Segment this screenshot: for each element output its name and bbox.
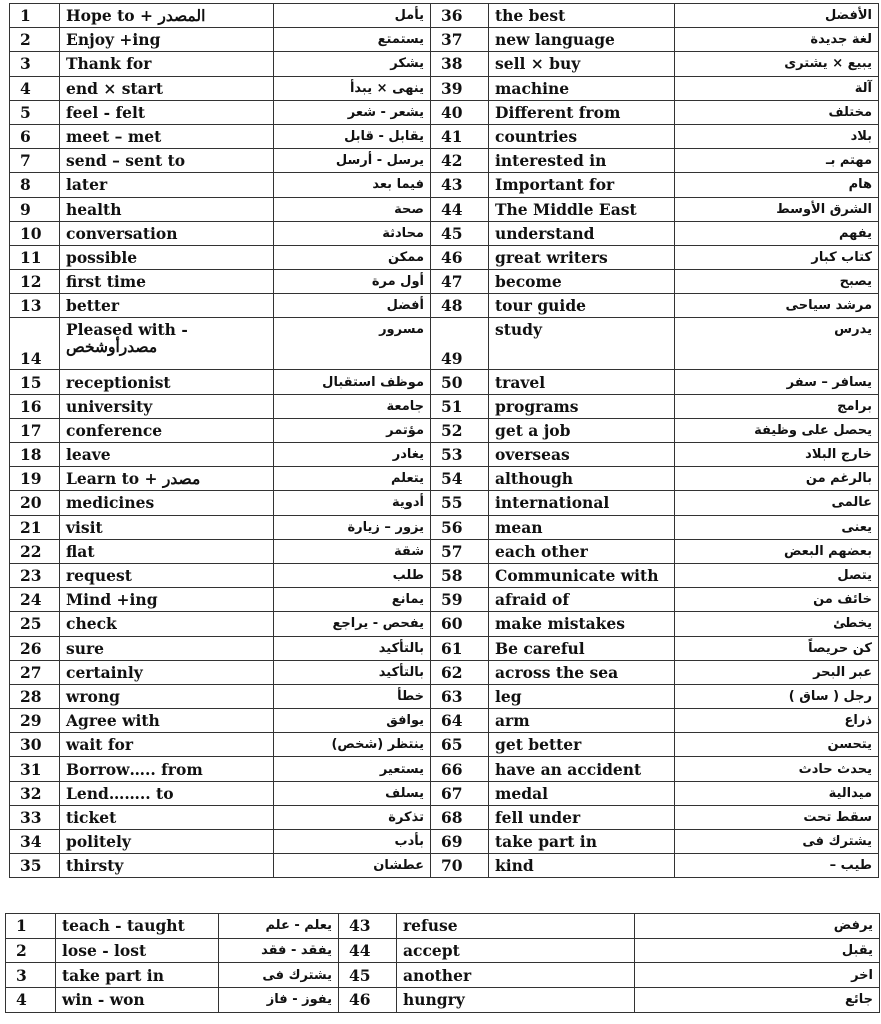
english-word: travel: [489, 370, 675, 394]
english-word: programs: [489, 394, 675, 418]
english-word: visit: [60, 515, 274, 539]
english-word: Hope to + المصدر: [60, 4, 274, 28]
arabic-meaning: يغادر: [274, 443, 431, 467]
arabic-meaning: بالتأكيد: [274, 636, 431, 660]
english-word: have an accident: [489, 757, 675, 781]
row-number: 60: [431, 612, 489, 636]
arabic-meaning: يفوز - فاز: [219, 988, 339, 1013]
english-word: fell under: [489, 805, 675, 829]
row-number: 8: [10, 173, 60, 197]
row-number: 42: [431, 149, 489, 173]
row-number: 4: [10, 76, 60, 100]
arabic-meaning: جامعة: [274, 394, 431, 418]
table-row: [10, 588, 879, 612]
arabic-meaning: يعلم - علم: [219, 914, 339, 939]
row-number: 41: [431, 124, 489, 148]
arabic-meaning: يتحسن: [675, 733, 879, 757]
arabic-meaning: بعضهم البعض: [675, 539, 879, 563]
row-number: 2: [6, 938, 56, 963]
row-number: 19: [10, 467, 60, 491]
english-word: overseas: [489, 443, 675, 467]
row-number: 27: [10, 660, 60, 684]
arabic-meaning: يوافق: [274, 709, 431, 733]
table-row: [10, 173, 879, 197]
arabic-meaning: يستمتع: [274, 28, 431, 52]
arabic-meaning: رجل ( ساق ): [675, 684, 879, 708]
table-row: [6, 914, 880, 939]
table-row: [10, 781, 879, 805]
row-number: 13: [10, 294, 60, 318]
english-word: university: [60, 394, 274, 418]
arabic-meaning: صحة: [274, 197, 431, 221]
english-word: Borrow….. from: [60, 757, 274, 781]
english-word: become: [489, 270, 675, 294]
english-word: Lend…….. to: [60, 781, 274, 805]
arabic-meaning: ممكن: [274, 245, 431, 269]
english-word: feel - felt: [60, 100, 274, 124]
english-word: machine: [489, 76, 675, 100]
english-word: Communicate with: [489, 563, 675, 587]
extra-vocabulary-table: [5, 913, 880, 1013]
row-number: 14: [10, 318, 60, 370]
row-number: 70: [431, 854, 489, 878]
arabic-meaning: بالتأكيد: [274, 660, 431, 684]
arabic-meaning: جائع: [635, 988, 880, 1013]
english-word: end × start: [60, 76, 274, 100]
arabic-meaning: يخطئ: [675, 612, 879, 636]
arabic-meaning: ذراع: [675, 709, 879, 733]
row-number: 57: [431, 539, 489, 563]
english-word: certainly: [60, 660, 274, 684]
arabic-meaning: يقبل: [635, 938, 880, 963]
row-number: 67: [431, 781, 489, 805]
row-number: 20: [10, 491, 60, 515]
arabic-meaning: آلة: [675, 76, 879, 100]
arabic-meaning: خارج البلاد: [675, 443, 879, 467]
row-number: 65: [431, 733, 489, 757]
english-word: understand: [489, 221, 675, 245]
arabic-meaning: مختلف: [675, 100, 879, 124]
row-number: 2: [10, 28, 60, 52]
english-word: get better: [489, 733, 675, 757]
table-row: [10, 443, 879, 467]
row-number: 34: [10, 830, 60, 854]
english-word: tour guide: [489, 294, 675, 318]
arabic-meaning: موظف استقبال: [274, 370, 431, 394]
english-word: the best: [489, 4, 675, 28]
table-row: [6, 938, 880, 963]
row-number: 35: [10, 854, 60, 878]
row-number: 25: [10, 612, 60, 636]
english-word: request: [60, 563, 274, 587]
table-row: [10, 100, 879, 124]
arabic-meaning: كتاب كبار: [675, 245, 879, 269]
table-row: [10, 76, 879, 100]
arabic-meaning: أفضل: [274, 294, 431, 318]
row-number: 18: [10, 443, 60, 467]
english-word: win - won: [56, 988, 219, 1013]
english-word: sell × buy: [489, 52, 675, 76]
row-number: 66: [431, 757, 489, 781]
arabic-meaning: سقط تحت: [675, 805, 879, 829]
english-word: leg: [489, 684, 675, 708]
arabic-meaning: يتعلم: [274, 467, 431, 491]
arabic-meaning: يقابل - قابل: [274, 124, 431, 148]
row-number: 1: [6, 914, 56, 939]
english-word: each other: [489, 539, 675, 563]
english-word: Important for: [489, 173, 675, 197]
arabic-meaning: طيب –: [675, 854, 879, 878]
table-row: [10, 197, 879, 221]
table-row: [10, 660, 879, 684]
english-word: countries: [489, 124, 675, 148]
row-number: 59: [431, 588, 489, 612]
row-number: 15: [10, 370, 60, 394]
row-number: 29: [10, 709, 60, 733]
row-number: 4: [6, 988, 56, 1013]
english-word: Learn to + مصدر: [60, 467, 274, 491]
arabic-meaning: يأمل: [274, 4, 431, 28]
english-word: health: [60, 197, 274, 221]
arabic-meaning: يفقد - فقد: [219, 938, 339, 963]
row-number: 46: [339, 988, 397, 1013]
arabic-meaning: أول مرة: [274, 270, 431, 294]
arabic-meaning: محادثة: [274, 221, 431, 245]
english-word: although: [489, 467, 675, 491]
table-row: [10, 684, 879, 708]
row-number: 50: [431, 370, 489, 394]
table-row: [10, 294, 879, 318]
english-word: make mistakes: [489, 612, 675, 636]
english-word: Pleased with - مصدرأوشخص: [60, 318, 274, 370]
row-number: 7: [10, 149, 60, 173]
arabic-meaning: مهتم بـ: [675, 149, 879, 173]
english-word: receptionist: [60, 370, 274, 394]
row-number: 55: [431, 491, 489, 515]
english-word: Agree with: [60, 709, 274, 733]
table-row: [10, 709, 879, 733]
row-number: 28: [10, 684, 60, 708]
table-row: [10, 733, 879, 757]
row-number: 46: [431, 245, 489, 269]
arabic-meaning: يحدث حادث: [675, 757, 879, 781]
table-row: [10, 491, 879, 515]
arabic-meaning: ينهى × يبدأ: [274, 76, 431, 100]
arabic-meaning: يتصل: [675, 563, 879, 587]
row-number: 11: [10, 245, 60, 269]
table-row: [10, 221, 879, 245]
row-number: 17: [10, 418, 60, 442]
arabic-meaning: يعنى: [675, 515, 879, 539]
english-word: wait for: [60, 733, 274, 757]
arabic-meaning: يرفض: [635, 914, 880, 939]
table-row: [10, 370, 879, 394]
arabic-meaning: هام: [675, 173, 879, 197]
arabic-meaning: مسرور: [274, 318, 431, 370]
arabic-meaning: بلاد: [675, 124, 879, 148]
arabic-meaning: يفهم: [675, 221, 879, 245]
english-word: take part in: [489, 830, 675, 854]
english-word: mean: [489, 515, 675, 539]
row-number: 21: [10, 515, 60, 539]
row-number: 5: [10, 100, 60, 124]
english-word: leave: [60, 443, 274, 467]
english-word: hungry: [397, 988, 635, 1013]
arabic-meaning: خائف من: [675, 588, 879, 612]
arabic-meaning: أدوية: [274, 491, 431, 515]
arabic-meaning: شقة: [274, 539, 431, 563]
row-number: 45: [431, 221, 489, 245]
english-word: lose - lost: [56, 938, 219, 963]
row-number: 51: [431, 394, 489, 418]
table-row: [10, 539, 879, 563]
english-word: Different from: [489, 100, 675, 124]
row-number: 3: [10, 52, 60, 76]
row-number: 30: [10, 733, 60, 757]
table-row: [10, 52, 879, 76]
row-number: 40: [431, 100, 489, 124]
arabic-meaning: يشعر - شعر: [274, 100, 431, 124]
arabic-meaning: خطأ: [274, 684, 431, 708]
english-word: across the sea: [489, 660, 675, 684]
row-number: 36: [431, 4, 489, 28]
english-word: arm: [489, 709, 675, 733]
english-word: conversation: [60, 221, 274, 245]
table-row: [6, 988, 880, 1013]
english-word: Thank for: [60, 52, 274, 76]
row-number: 62: [431, 660, 489, 684]
english-word: study: [489, 318, 675, 370]
arabic-meaning: طلب: [274, 563, 431, 587]
row-number: 63: [431, 684, 489, 708]
row-number: 39: [431, 76, 489, 100]
row-number: 1: [10, 4, 60, 28]
english-word: another: [397, 963, 635, 988]
row-number: 16: [10, 394, 60, 418]
row-number: 53: [431, 443, 489, 467]
arabic-meaning: بأدب: [274, 830, 431, 854]
arabic-meaning: يسلف: [274, 781, 431, 805]
table-row: [10, 830, 879, 854]
table-row: [10, 612, 879, 636]
english-word: politely: [60, 830, 274, 854]
vocabulary-table: [9, 3, 879, 878]
row-number: 44: [339, 938, 397, 963]
english-word: sure: [60, 636, 274, 660]
arabic-meaning: يمانع: [274, 588, 431, 612]
row-number: 38: [431, 52, 489, 76]
table-row: [10, 418, 879, 442]
english-word: teach - taught: [56, 914, 219, 939]
row-number: 56: [431, 515, 489, 539]
english-word: later: [60, 173, 274, 197]
arabic-meaning: الشرق الأوسط: [675, 197, 879, 221]
arabic-meaning: بالرغم من: [675, 467, 879, 491]
row-number: 31: [10, 757, 60, 781]
row-number: 47: [431, 270, 489, 294]
table-row: [6, 963, 880, 988]
row-number: 49: [431, 318, 489, 370]
arabic-meaning: يصبح: [675, 270, 879, 294]
table-row: [10, 270, 879, 294]
row-number: 54: [431, 467, 489, 491]
english-word: The Middle East: [489, 197, 675, 221]
row-number: 32: [10, 781, 60, 805]
row-number: 24: [10, 588, 60, 612]
arabic-meaning: يشترك فى: [675, 830, 879, 854]
english-word: new language: [489, 28, 675, 52]
arabic-meaning: عبر البحر: [675, 660, 879, 684]
english-word: kind: [489, 854, 675, 878]
row-number: 23: [10, 563, 60, 587]
table-row: [10, 515, 879, 539]
arabic-meaning: يزور – زيارة: [274, 515, 431, 539]
english-word: send – sent to: [60, 149, 274, 173]
arabic-meaning: يشكر: [274, 52, 431, 76]
arabic-meaning: ينتظر (شخص): [274, 733, 431, 757]
row-number: 3: [6, 963, 56, 988]
english-word: accept: [397, 938, 635, 963]
english-word: interested in: [489, 149, 675, 173]
row-number: 22: [10, 539, 60, 563]
table-row: [10, 245, 879, 269]
row-number: 12: [10, 270, 60, 294]
english-word: great writers: [489, 245, 675, 269]
english-word: international: [489, 491, 675, 515]
table-row: [10, 28, 879, 52]
row-number: 43: [431, 173, 489, 197]
table-row: [10, 854, 879, 878]
arabic-meaning: الأفضل: [675, 4, 879, 28]
english-word: better: [60, 294, 274, 318]
english-word: first time: [60, 270, 274, 294]
row-number: 37: [431, 28, 489, 52]
arabic-meaning: كن حريصاً: [675, 636, 879, 660]
table-row: [10, 757, 879, 781]
arabic-meaning: برامج: [675, 394, 879, 418]
english-word: wrong: [60, 684, 274, 708]
english-word: medicines: [60, 491, 274, 515]
arabic-meaning: يفحص - يراجع: [274, 612, 431, 636]
english-word: meet – met: [60, 124, 274, 148]
row-number: 64: [431, 709, 489, 733]
arabic-meaning: يدرس: [675, 318, 879, 370]
table-row: [10, 318, 879, 370]
row-number: 61: [431, 636, 489, 660]
english-word: get a job: [489, 418, 675, 442]
english-word: conference: [60, 418, 274, 442]
arabic-meaning: عطشان: [274, 854, 431, 878]
arabic-meaning: يستعير: [274, 757, 431, 781]
table-row: [10, 805, 879, 829]
row-number: 58: [431, 563, 489, 587]
english-word: ticket: [60, 805, 274, 829]
english-word: Be careful: [489, 636, 675, 660]
english-word: check: [60, 612, 274, 636]
english-word: possible: [60, 245, 274, 269]
table-row: [10, 563, 879, 587]
arabic-meaning: يسافر – سفر: [675, 370, 879, 394]
row-number: 33: [10, 805, 60, 829]
english-word: medal: [489, 781, 675, 805]
row-number: 68: [431, 805, 489, 829]
arabic-meaning: ميدالية: [675, 781, 879, 805]
table-row: [10, 467, 879, 491]
english-word: Enjoy +ing: [60, 28, 274, 52]
arabic-meaning: فيما بعد: [274, 173, 431, 197]
arabic-meaning: يبيع × يشترى: [675, 52, 879, 76]
row-number: 52: [431, 418, 489, 442]
arabic-meaning: تذكرة: [274, 805, 431, 829]
row-number: 26: [10, 636, 60, 660]
row-number: 44: [431, 197, 489, 221]
row-number: 9: [10, 197, 60, 221]
table-row: [10, 149, 879, 173]
row-number: 10: [10, 221, 60, 245]
english-word: thirsty: [60, 854, 274, 878]
table-row: [10, 636, 879, 660]
arabic-meaning: يحصل على وظيفة: [675, 418, 879, 442]
arabic-meaning: اخر: [635, 963, 880, 988]
arabic-meaning: مؤتمر: [274, 418, 431, 442]
arabic-meaning: مرشد سياحى: [675, 294, 879, 318]
arabic-meaning: لغة جديدة: [675, 28, 879, 52]
english-word: refuse: [397, 914, 635, 939]
table-row: [10, 394, 879, 418]
arabic-meaning: يرسل - أرسل: [274, 149, 431, 173]
arabic-meaning: يشترك فى: [219, 963, 339, 988]
table-row: [10, 124, 879, 148]
row-number: 43: [339, 914, 397, 939]
arabic-meaning: عالمى: [675, 491, 879, 515]
row-number: 69: [431, 830, 489, 854]
english-word: afraid of: [489, 588, 675, 612]
english-word: flat: [60, 539, 274, 563]
row-number: 45: [339, 963, 397, 988]
row-number: 48: [431, 294, 489, 318]
row-number: 6: [10, 124, 60, 148]
english-word: Mind +ing: [60, 588, 274, 612]
table-row: [10, 4, 879, 28]
english-word: take part in: [56, 963, 219, 988]
